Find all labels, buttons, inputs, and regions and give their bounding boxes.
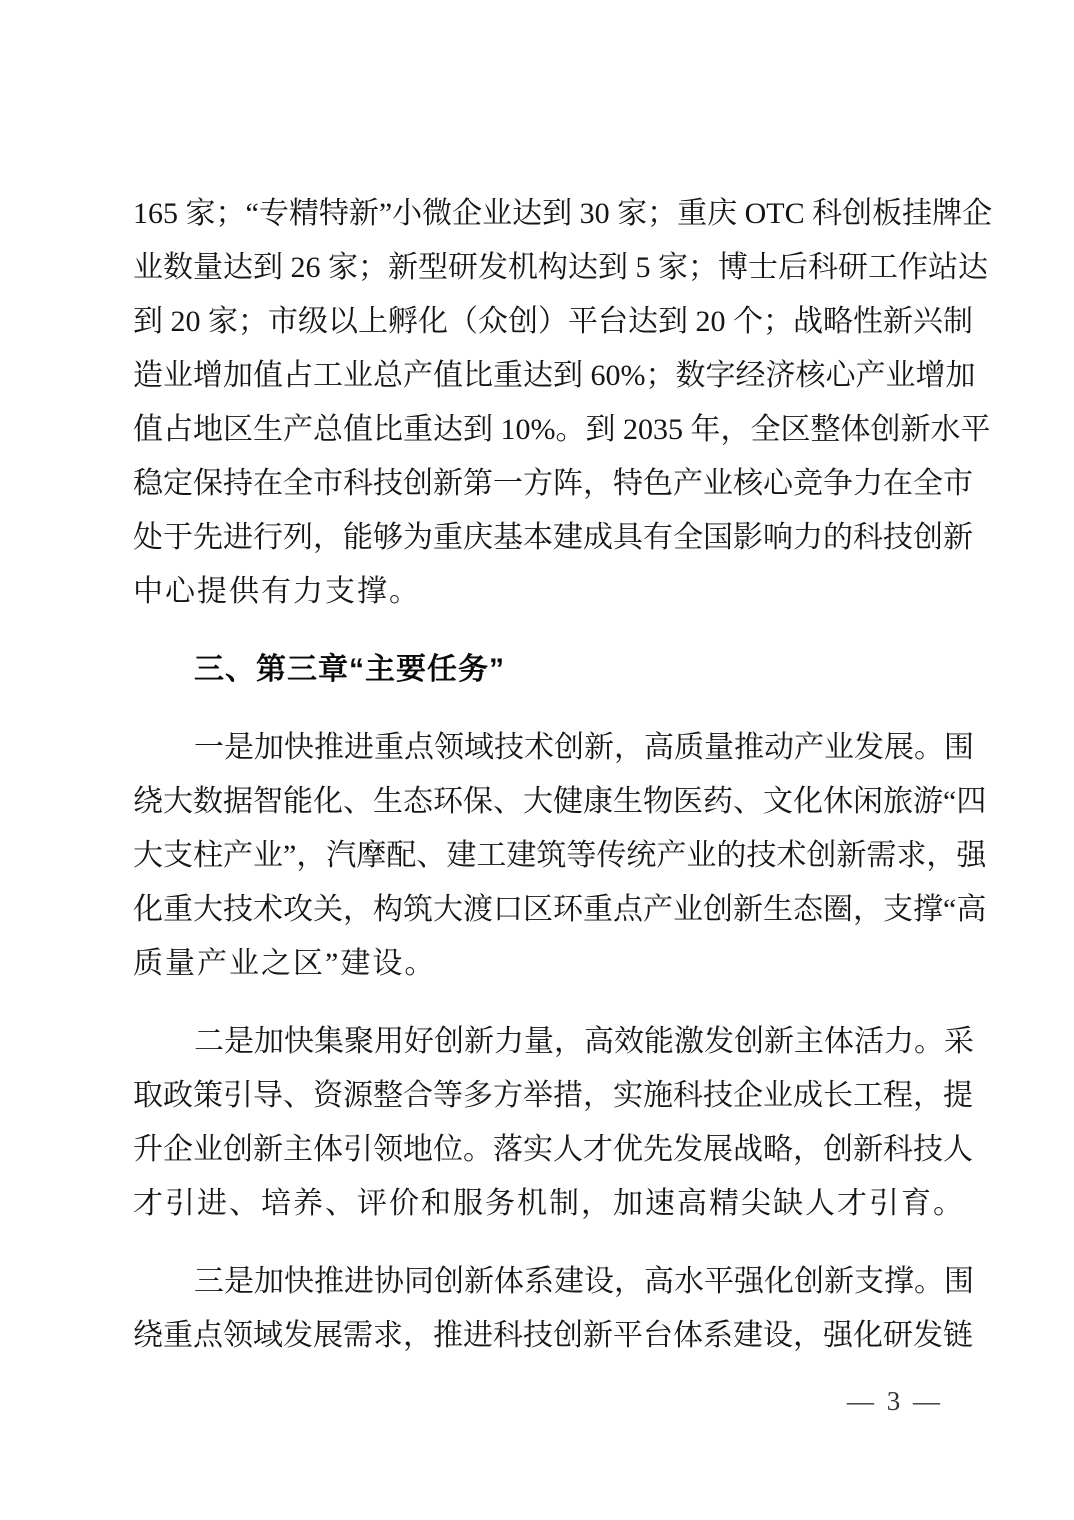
paragraph bbox=[133, 1015, 974, 1231]
paragraph bbox=[133, 187, 993, 619]
text-line: 大支柱产业”，汽摩配、建工建筑等传统产业的技术创新需求，强 bbox=[133, 839, 987, 872]
text-line: 165 家；“专精特新”小微企业达到 30 家；重庆 OTC 科创板挂牌企 bbox=[133, 197, 993, 230]
text-line: 才引进、培养、评价和服务机制，加速高精尖缺人才引育。 bbox=[133, 1187, 965, 1220]
text-line: 值占地区生产总值比重达到 10%。到 2035 年，全区整体创新水平 bbox=[133, 413, 991, 446]
text-line: 稳定保持在全市科技创新第一方阵，特色产业核心竞争力在全市 bbox=[133, 467, 973, 500]
text-line: 升企业创新主体引领地位。落实人才优先发展战略，创新科技人 bbox=[133, 1133, 973, 1166]
text-line: 一是加快推进重点领域技术创新，高质量推动产业发展。围 bbox=[194, 731, 974, 764]
section-heading: 三、第三章“主要任务” bbox=[194, 653, 505, 686]
page-number: — 3 — bbox=[847, 1386, 943, 1416]
text-line: 绕大数据智能化、生态环保、大健康生物医药、文化休闲旅游“四 bbox=[133, 785, 987, 818]
text-line: 质量产业之区”建设。 bbox=[133, 947, 437, 980]
text-line: 处于先进行列，能够为重庆基本建成具有全国影响力的科技创新 bbox=[133, 521, 973, 554]
text-line: 业数量达到 26 家；新型研发机构达到 5 家；博士后科研工作站达 bbox=[133, 251, 988, 284]
text-line: 取政策引导、资源整合等多方举措，实施科技企业成长工程，提 bbox=[133, 1079, 973, 1112]
text-line: 造业增加值占工业总产值比重达到 60%；数字经济核心产业增加 bbox=[133, 359, 976, 392]
text-line: 三是加快推进协同创新体系建设，高水平强化创新支撑。围 bbox=[194, 1265, 974, 1298]
document-body bbox=[133, 187, 993, 1363]
paragraph bbox=[133, 721, 987, 991]
text-line: 化重大技术攻关，构筑大渡口区环重点产业创新生态圈，支撑“高 bbox=[133, 893, 987, 926]
text-line: 绕重点领域发展需求，推进科技创新平台体系建设，强化研发链 bbox=[133, 1319, 973, 1352]
text-line: 二是加快集聚用好创新力量，高效能激发创新主体活力。采 bbox=[194, 1025, 974, 1058]
paragraph bbox=[133, 1255, 974, 1363]
text-line: 到 20 家；市级以上孵化（众创）平台达到 20 个；战略性新兴制 bbox=[133, 305, 973, 338]
text-line: 中心提供有力支撑。 bbox=[133, 575, 421, 608]
